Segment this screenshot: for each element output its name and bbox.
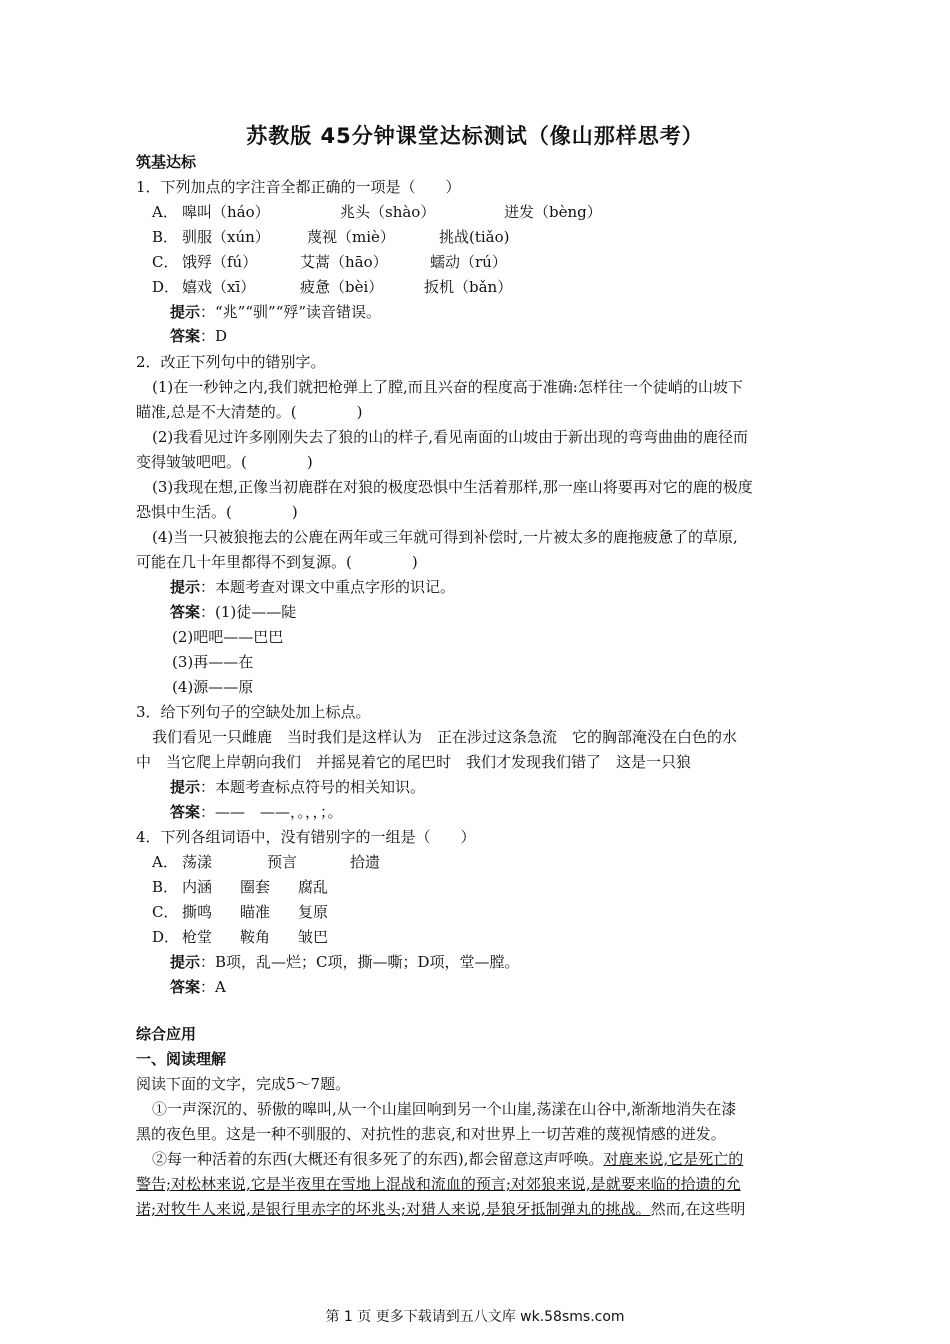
subsection-reading: 一、阅读理解 xyxy=(136,1050,227,1068)
option-item: 瞄准 xyxy=(240,903,271,921)
q2-stem: 2．改正下列句中的错别字。 xyxy=(136,353,326,371)
option-item: 饿殍（fú） xyxy=(182,253,258,271)
option-item: 扳机（bǎn） xyxy=(424,278,513,296)
option-label: A． xyxy=(152,853,178,871)
answer-label: 答案 xyxy=(170,327,201,345)
option-label: D． xyxy=(152,928,180,946)
hint-text: ：B项，乱—烂；C项，撕—嘶；D项，堂—膛。 xyxy=(200,953,520,971)
q3-hint xyxy=(170,777,425,797)
option-item: 鞍角 xyxy=(240,928,271,946)
option-label: B． xyxy=(152,228,179,246)
q1-option-a xyxy=(152,202,602,222)
q2-answer-4: (4)源——原 xyxy=(172,678,254,696)
option-item: 拾遗 xyxy=(350,853,381,871)
document-title: 苏教版 45分钟课堂达标测试（像山那样思考） xyxy=(246,124,704,148)
option-item: 嗥叫（háo） xyxy=(182,203,270,221)
option-item: 撕鸣 xyxy=(182,903,213,921)
option-item: 荡漾 xyxy=(182,853,213,871)
q4-option-b xyxy=(152,877,329,897)
option-label: C． xyxy=(152,253,179,271)
option-item: 驯服（xún） xyxy=(182,228,270,246)
q4-answer xyxy=(170,977,226,997)
answer-label: 答案 xyxy=(170,603,201,621)
hint-text: ：本题考查对课文中重点字形的识记。 xyxy=(200,578,456,596)
option-item: 迸发（bèng） xyxy=(504,203,602,221)
paragraph-1b: 黑的夜色里。这是一种不驯服的、对抗性的悲哀,和对世界上一切苦难的蔑视情感的迸发。 xyxy=(136,1125,726,1143)
option-label: C． xyxy=(152,903,179,921)
paragraph-1a: ①一声深沉的、骄傲的嗥叫,从一个山崖回响到另一个山崖,荡漾在山谷中,渐渐地消失在漆 xyxy=(152,1100,737,1118)
q1-hint xyxy=(170,302,381,322)
q2-answer xyxy=(170,602,296,622)
q2-sentence-3b: 恐惧中生活。( ) xyxy=(136,503,298,521)
option-item: 蠕动（rú） xyxy=(430,253,507,271)
q1-answer xyxy=(170,326,227,346)
hint-text: ：“兆”“驯”“殍”读音错误。 xyxy=(200,303,382,321)
paragraph-2c xyxy=(136,1199,745,1219)
paragraph-2b: 警告;对松林来说,它是半夜里在雪地上混战和流血的预言;对郊狼来说,是就要来临的拾遗的允 xyxy=(136,1175,741,1193)
hint-text: ：本题考查标点符号的相关知识。 xyxy=(200,778,426,796)
option-item: 疲惫（bèi） xyxy=(300,278,384,296)
q1-option-d xyxy=(152,277,513,297)
q4-stem: 4．下列各组词语中，没有错别字的一组是（ ） xyxy=(136,828,476,846)
q1-stem: 1．下列加点的字注音全都正确的一项是（ ） xyxy=(136,178,461,196)
q4-option-c xyxy=(152,902,329,922)
q3-answer xyxy=(170,802,343,822)
option-item: 腐乱 xyxy=(298,878,329,896)
answer-text: ：—— ——，。，，；。 xyxy=(200,803,343,821)
option-item: 蔑视（miè） xyxy=(307,228,395,246)
q2-sentence-2b: 变得皱皱吧吧。( ) xyxy=(136,453,313,471)
option-item: 预言 xyxy=(267,853,298,871)
q2-answer-3: (3)再——在 xyxy=(172,653,254,671)
paragraph-2a xyxy=(152,1149,743,1169)
reading-intro: 阅读下面的文字，完成5～7题。 xyxy=(136,1075,351,1093)
q3-stem: 3．给下列句子的空缺处加上标点。 xyxy=(136,703,371,721)
option-item: 挑战(tiǎo) xyxy=(439,228,510,246)
q2-answer-2: (2)吧吧——巴巴 xyxy=(172,628,284,646)
hint-label: 提示 xyxy=(170,778,201,796)
q4-option-d xyxy=(152,927,329,947)
q1-option-b xyxy=(152,227,510,247)
paragraph-text: 然而,在这些明 xyxy=(650,1200,746,1218)
option-item: 艾蒿（hāo） xyxy=(300,253,388,271)
q3-text-1: 我们看见一只雌鹿 当时我们是这样认为 正在涉过这条急流 它的胸部淹没在白色的水 xyxy=(152,728,738,746)
answer-label: 答案 xyxy=(170,978,201,996)
option-item: 复原 xyxy=(298,903,329,921)
option-item: 枪堂 xyxy=(182,928,213,946)
section-heading-basic: 筑基达标 xyxy=(136,153,197,171)
option-label: B． xyxy=(152,878,179,896)
option-item: 内涵 xyxy=(182,878,213,896)
paragraph-text: ②每一种活着的东西(大概还有很多死了的东西),都会留意这声呼唤。 xyxy=(152,1150,604,1168)
hint-label: 提示 xyxy=(170,303,201,321)
underlined-text: 对鹿来说,它是死亡的 xyxy=(603,1150,744,1168)
hint-label: 提示 xyxy=(170,953,201,971)
q2-sentence-2a: (2)我看见过许多刚刚失去了狼的山的样子,看见南面的山坡由于新出现的弯弯曲曲的鹿径而 xyxy=(152,428,749,446)
answer-text: ：(1)徒——陡 xyxy=(200,603,297,621)
q4-hint xyxy=(170,952,520,972)
option-item: 嬉戏（xī） xyxy=(182,278,256,296)
answer-label: 答案 xyxy=(170,803,201,821)
q2-sentence-3a: (3)我现在想,正像当初鹿群在对狼的极度恐惧中生活着那样,那一座山将要再对它的鹿的极度 xyxy=(152,478,753,496)
page-footer: 第 1 页 更多下载请到五八文库 wk.58sms.com xyxy=(325,1309,625,1325)
q1-option-c xyxy=(152,252,507,272)
hint-label: 提示 xyxy=(170,578,201,596)
answer-text: ：D xyxy=(200,327,228,345)
answer-text: ：A xyxy=(200,978,226,996)
option-item: 兆头（shào） xyxy=(340,203,436,221)
q2-sentence-4b: 可能在几十年里都得不到复源。( ) xyxy=(136,553,418,571)
q3-text-2: 中 当它爬上岸朝向我们 并摇晃着它的尾巴时 我们才发现我们错了 这是一只狼 xyxy=(136,753,692,771)
underlined-text: 诺;对牧牛人来说,是银行里赤字的坏兆头;对猎人来说,是狼牙抵制弹丸的挑战。 xyxy=(136,1200,651,1218)
q2-sentence-4a: (4)当一只被狼拖去的公鹿在两年或三年就可得到补偿时,一片被太多的鹿拖疲惫了的草原, xyxy=(152,528,738,546)
q4-option-a xyxy=(152,852,381,872)
q2-sentence-1b: 瞄准,总是不大清楚的。( ) xyxy=(136,403,363,421)
q2-hint xyxy=(170,577,455,597)
option-item: 圈套 xyxy=(240,878,271,896)
section-heading-applied: 综合应用 xyxy=(136,1025,197,1043)
q2-sentence-1a: (1)在一秒钟之内,我们就把枪弹上了膛,而且兴奋的程度高于准确:怎样往一个徒峭的山坡下 xyxy=(152,378,743,396)
option-label: A． xyxy=(152,203,178,221)
option-item: 皱巴 xyxy=(298,928,329,946)
option-label: D． xyxy=(152,278,180,296)
